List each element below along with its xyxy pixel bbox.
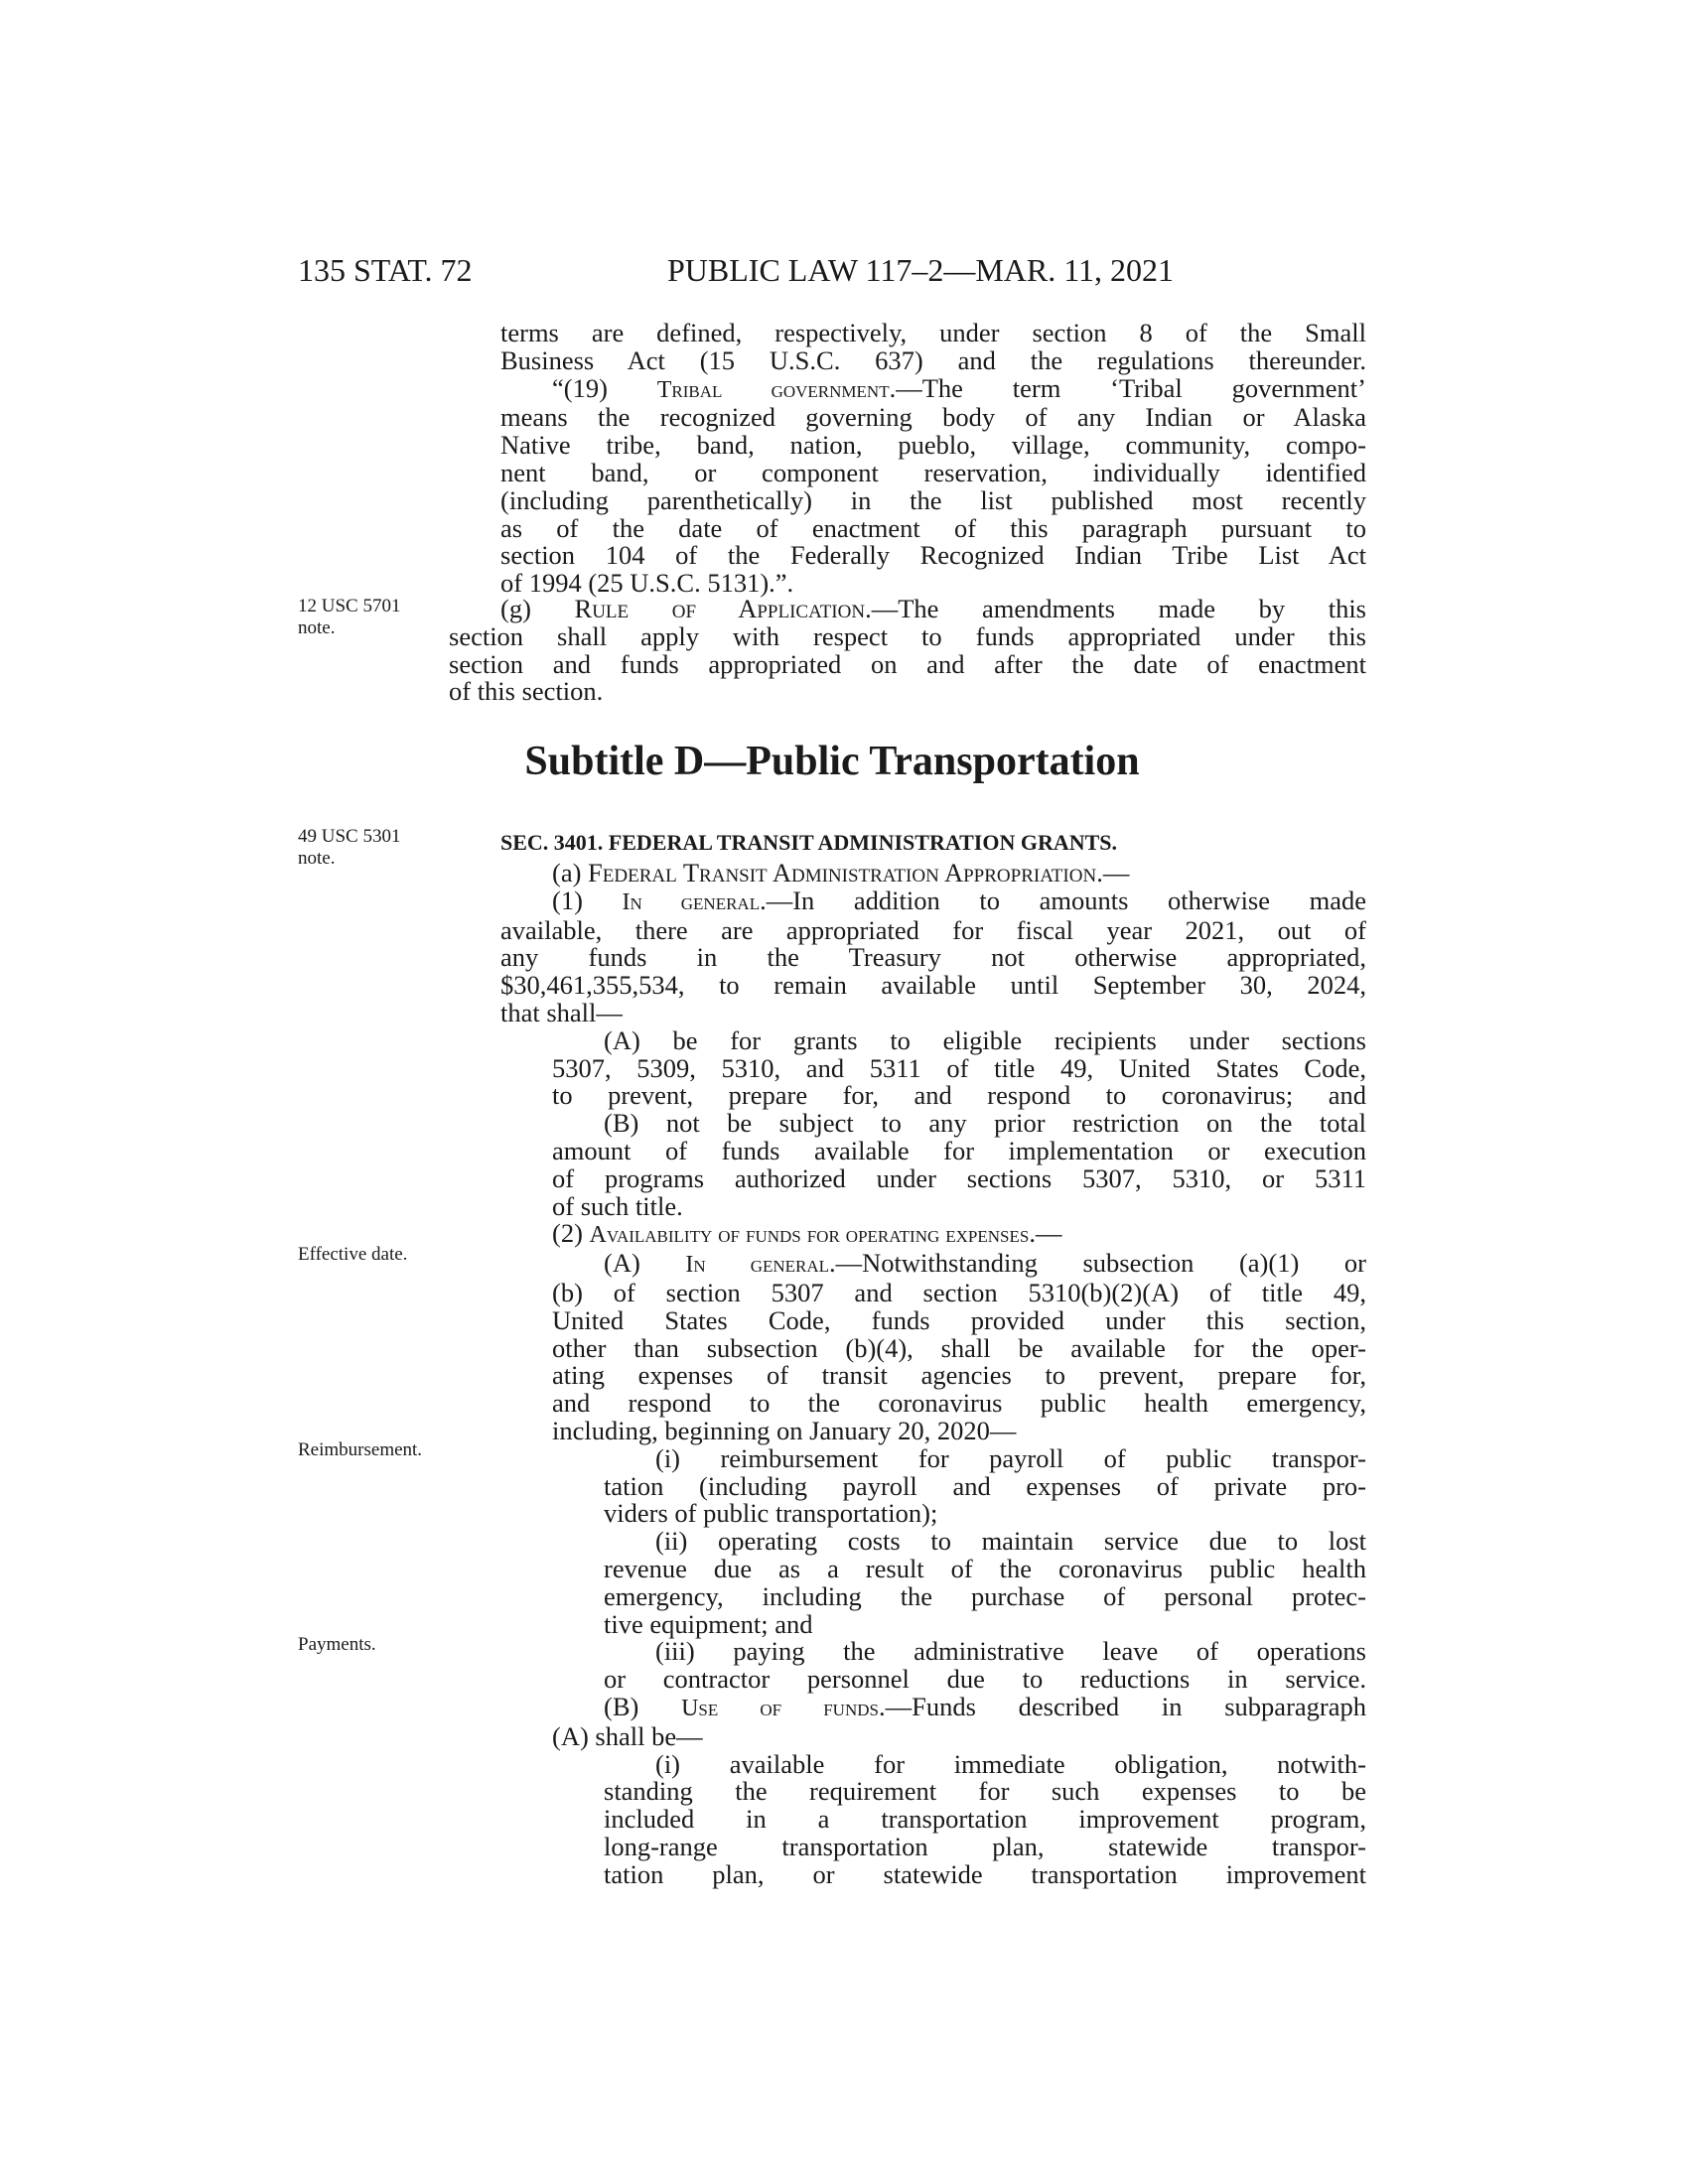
paragraph-19-heading-line: “(19) Tribal government.—The term ‘Tribal government’ [552, 372, 1366, 403]
page-stat-reference: 135 STAT. 72 [298, 252, 473, 288]
paragraph-2-heading: (2) Availability of funds for operating expenses.— [552, 1218, 1062, 1249]
subparagraph-2B-heading-line: (B) Use of funds.—Funds described in subparagraph [604, 1691, 1366, 1721]
margin-note-49-usc-5301: 49 USC 5301 note. [298, 826, 401, 869]
margin-note-effective-date: Effective date. [298, 1244, 408, 1265]
subsection-a-heading: (a) Federal Transit Administration Appropriation.— [552, 858, 1130, 887]
section-3401-body: (a) Federal Transit Administration Appropriation.— (1) In general.—In addition to amounts otherwise made available, there are appropriated for fiscal year 2021, out of any funds in the Treasury not otherwise appropriated, $30,461,355,534, to remain available until September 30, 2024, that shall— (A) be for grants to eligible recipients under sections 5307, 5309, 5310, and 5311 of title 49, United States Code, to prevent, prepare for, and respond to coronavirus; and (B) not be subject to any prior restriction on the total amount of funds available for implementation or execution of programs authorized under sections 5307, 5310, or 5311 of such title. (2) Availability of funds for operating expenses.— (A) In general.—Notwithstanding subsection (a)(1) or (b) of section 5307 and section 5310(b)(2)(A) of title 49, United States Code, funds provided under this section, other than subsection (b)(4), shall be available for the oper- ating expenses of transit agencies to prevent, prepare for, and respond to the coronavirus public health emergency, including, beginning on January 20, 2020— (i) reimbursement for payroll of public transpor- tation (including payroll and expenses of private pro- viders of public transportation); (ii) operating costs to maintain service due to lost revenue due as a result of the coronavirus public health emergency, including the purchase of personal protec- tive equipment; and (iii) paying the administrative leave of operations or contractor personnel due to reductions in service. (B) Use of funds.—Funds described in subparagraph (A) shall be— (i) available for immediate obligation, notwith- standing the requirement for such expenses to be included in a transportation improvement program, long-range transportation plan, statewide transpor- tation plan, or statewide transportation improvement [500, 858, 1367, 1889]
paragraph-1-heading-line: (1) In general.—In addition to amounts otherwise made [552, 885, 1367, 915]
margin-note-payments: Payments. [298, 1634, 376, 1655]
margin-note-reimbursement: Reimbursement. [298, 1439, 423, 1460]
subtitle-heading: Subtitle D—Public Transportation [524, 739, 1140, 784]
running-header: PUBLIC LAW 117–2—MAR. 11, 2021 [667, 252, 1175, 288]
section-3401-heading: SEC. 3401. FEDERAL TRANSIT ADMINISTRATION GRANTS. [500, 830, 1118, 855]
margin-note-12-usc-5701: 12 USC 5701 note. [298, 596, 401, 638]
subparagraph-2A-heading-line: (A) In general.—Notwithstanding subsection (a)(1) or [604, 1248, 1366, 1279]
tribal-government-definition: terms are defined, respectively, under section 8 of the Small Business Act (15 U.S.C. 637) and the regulations thereunder. “(19) Tribal government.—The term ‘Tribal government’ means the recognized governing body of any Indian or Alaska Native tribe, band, nation, pueblo, village, community, compo- nent band, or component reservation, individually identified (including parenthetically) in the list published most recently as of the date of enactment of this paragraph pursuant to section 104 of the Federally Recognized Indian Tribe List Act of 1994 (25 U.S.C. 5131).”. [500, 318, 1366, 599]
subsection-g-heading-line: (g) Rule of Application.—The amendments made by this [500, 594, 1366, 623]
rule-of-application: (g) Rule of Application.—The amendments made by this section shall apply with respect to funds appropriated under this section and funds appropriated on and after the date of enactment of this section. [449, 594, 1366, 707]
